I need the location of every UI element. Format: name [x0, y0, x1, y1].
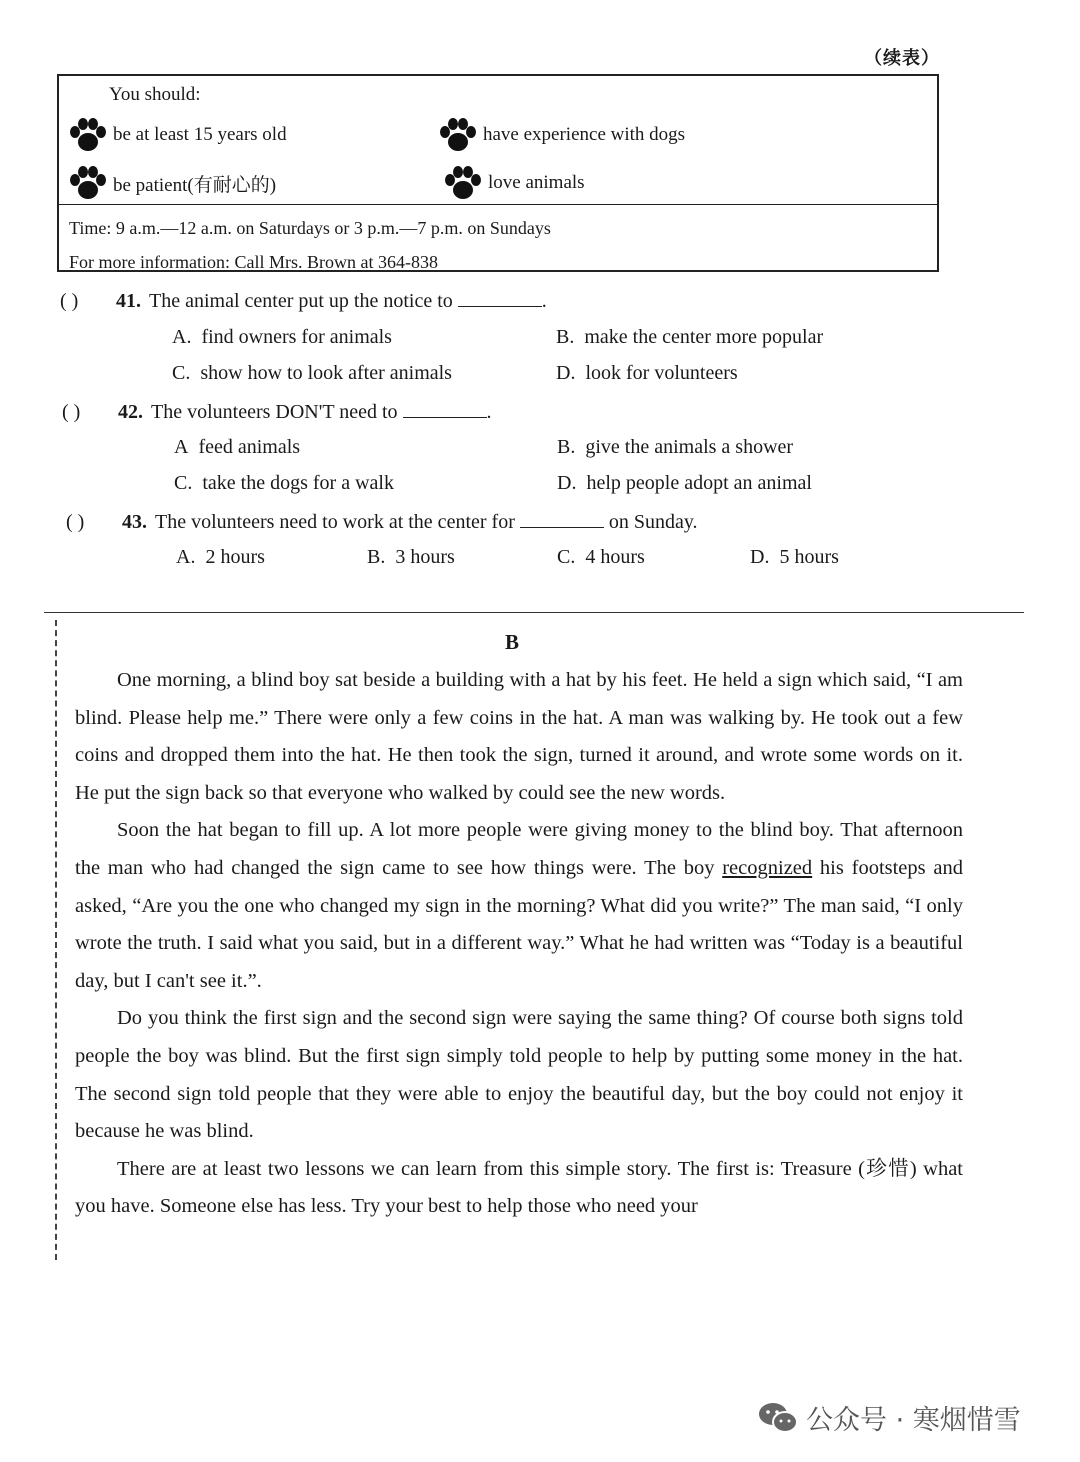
- option-letter: C.: [174, 472, 193, 494]
- option-item[interactable]: [557, 472, 812, 495]
- option-letter: D.: [750, 546, 770, 568]
- question-stem: The volunteers DON'T need to: [151, 401, 398, 423]
- option-letter: A.: [172, 326, 192, 348]
- option-text: help people adopt an animal: [586, 472, 812, 494]
- binding-margin-line: [55, 620, 57, 1260]
- paw-print-icon: [69, 118, 107, 152]
- answer-parentheses[interactable]: ( ): [60, 290, 79, 312]
- requirement-text: be at least 15 years old: [113, 124, 287, 145]
- requirement-text: be patient(有耐心的): [113, 174, 277, 196]
- option-text: 3 hours: [395, 546, 455, 568]
- option-item[interactable]: [556, 326, 823, 349]
- question-stem-end: .: [486, 401, 492, 423]
- paw-print-icon: [69, 166, 107, 200]
- requirement-item: [69, 166, 276, 200]
- paragraph: Do you think the first sign and the second sign were saying the same thing? Of course both signs told people the boy was blind. But the first sign simply told people to help by putting some money in the hat. The second sign told people that they were able to enjoy the beautiful day, but the boy could not enjoy it because he was blind.: [75, 1007, 963, 1143]
- paragraph-text: Soon the hat began to fill up. A lot more people were giving money to the blind boy. That afternoon the man who had changed the sign came to see how things were. The boy: [75, 819, 963, 879]
- option-text: show how to look after animals: [200, 362, 452, 384]
- requirements-heading: You should:: [109, 84, 201, 105]
- wechat-icon: [758, 1401, 798, 1435]
- option-letter: B.: [556, 326, 575, 348]
- option-item[interactable]: [557, 546, 645, 569]
- question-number: 41.: [116, 290, 141, 312]
- paw-print-icon: [444, 166, 482, 200]
- requirement-text: love animals: [488, 172, 585, 193]
- contact-line: For more information: Call Mrs. Brown at 364-838: [69, 252, 438, 272]
- option-item[interactable]: [367, 546, 455, 569]
- option-text: feed animals: [198, 436, 301, 458]
- requirements-panel: [59, 76, 937, 205]
- question-number: 43.: [122, 511, 147, 533]
- option-text: look for volunteers: [585, 362, 738, 384]
- option-text: 5 hours: [779, 546, 839, 568]
- question-41: [60, 288, 547, 313]
- answer-blank[interactable]: [458, 288, 542, 307]
- option-item[interactable]: [174, 436, 300, 459]
- question-stem-end: .: [541, 290, 547, 312]
- option-letter: D.: [557, 472, 577, 494]
- option-letter: C.: [557, 546, 576, 568]
- option-letter: B.: [367, 546, 386, 568]
- option-item[interactable]: [556, 362, 738, 385]
- option-item[interactable]: [172, 362, 452, 385]
- option-letter: B.: [557, 436, 576, 458]
- paw-print-icon: [439, 118, 477, 152]
- option-letter: D.: [556, 362, 576, 384]
- watermark: [758, 1398, 1021, 1437]
- notice-box: [57, 74, 939, 272]
- paragraph: One morning, a blind boy sat beside a building with a hat by his feet. He held a sign which said, “I am blind. Please help me.” There were only a few coins in the hat. A man was walking by. He took out a few coins and dropped them into the hat. He then took the sign, turned it around, and wrote some words on it. He put the sign back so that everyone who walked by could see the new words.: [75, 669, 963, 804]
- requirement-text: have experience with dogs: [483, 124, 686, 145]
- option-text: make the center more popular: [584, 326, 824, 348]
- option-text: 2 hours: [205, 546, 265, 568]
- paragraph: There are at least two lessons we can learn from this simple story. The first is: Treasure (珍惜) what you have. Someone else has less. Try your best to help those who need your: [75, 1157, 963, 1218]
- reading-passage: [75, 662, 963, 1226]
- option-item[interactable]: [172, 326, 392, 349]
- option-text: 4 hours: [585, 546, 645, 568]
- watermark-text: 公众号 · 寒烟惜雪: [806, 1405, 1021, 1436]
- answer-blank[interactable]: [403, 399, 487, 418]
- question-stem: The volunteers need to work at the center for: [155, 511, 515, 533]
- question-stem: The animal center put up the notice to: [149, 290, 453, 312]
- answer-blank[interactable]: [520, 509, 604, 528]
- option-item[interactable]: [557, 436, 793, 459]
- question-number: 42.: [118, 401, 143, 423]
- option-text: find owners for animals: [201, 326, 392, 348]
- question-42: [62, 399, 492, 424]
- option-item[interactable]: [176, 546, 265, 569]
- answer-parentheses[interactable]: ( ): [62, 401, 81, 423]
- section-title: B: [505, 630, 520, 654]
- question-43: [66, 509, 698, 534]
- requirement-item: [444, 166, 585, 200]
- answer-parentheses[interactable]: ( ): [66, 511, 85, 533]
- option-text: give the animals a shower: [585, 436, 794, 458]
- paragraph-text: his footsteps and asked, “Are you the one who changed my sign in the morning? What did you write?” The man said, “I only wrote the truth. I said what you said, but in a different way.” What he had written was “Today is a beautiful day, but I can't see it.”.: [75, 856, 963, 992]
- option-text: take the dogs for a walk: [202, 472, 394, 494]
- requirement-item: [439, 118, 685, 152]
- option-letter: A: [174, 436, 189, 458]
- question-stem-end: on Sunday.: [608, 511, 698, 533]
- section-divider: [44, 612, 1024, 613]
- paragraph: [75, 812, 963, 1000]
- option-letter: A.: [176, 546, 196, 568]
- underlined-word: recognized: [722, 856, 813, 879]
- option-letter: C.: [172, 362, 191, 384]
- notice-info: [59, 205, 937, 279]
- option-item[interactable]: [750, 546, 839, 569]
- time-line: Time: 9 a.m.—12 a.m. on Saturdays or 3 p.m.—7 p.m. on Sundays: [69, 218, 551, 238]
- option-item[interactable]: [174, 472, 394, 495]
- requirement-item: [69, 118, 287, 152]
- continued-label: （续表）: [864, 48, 940, 68]
